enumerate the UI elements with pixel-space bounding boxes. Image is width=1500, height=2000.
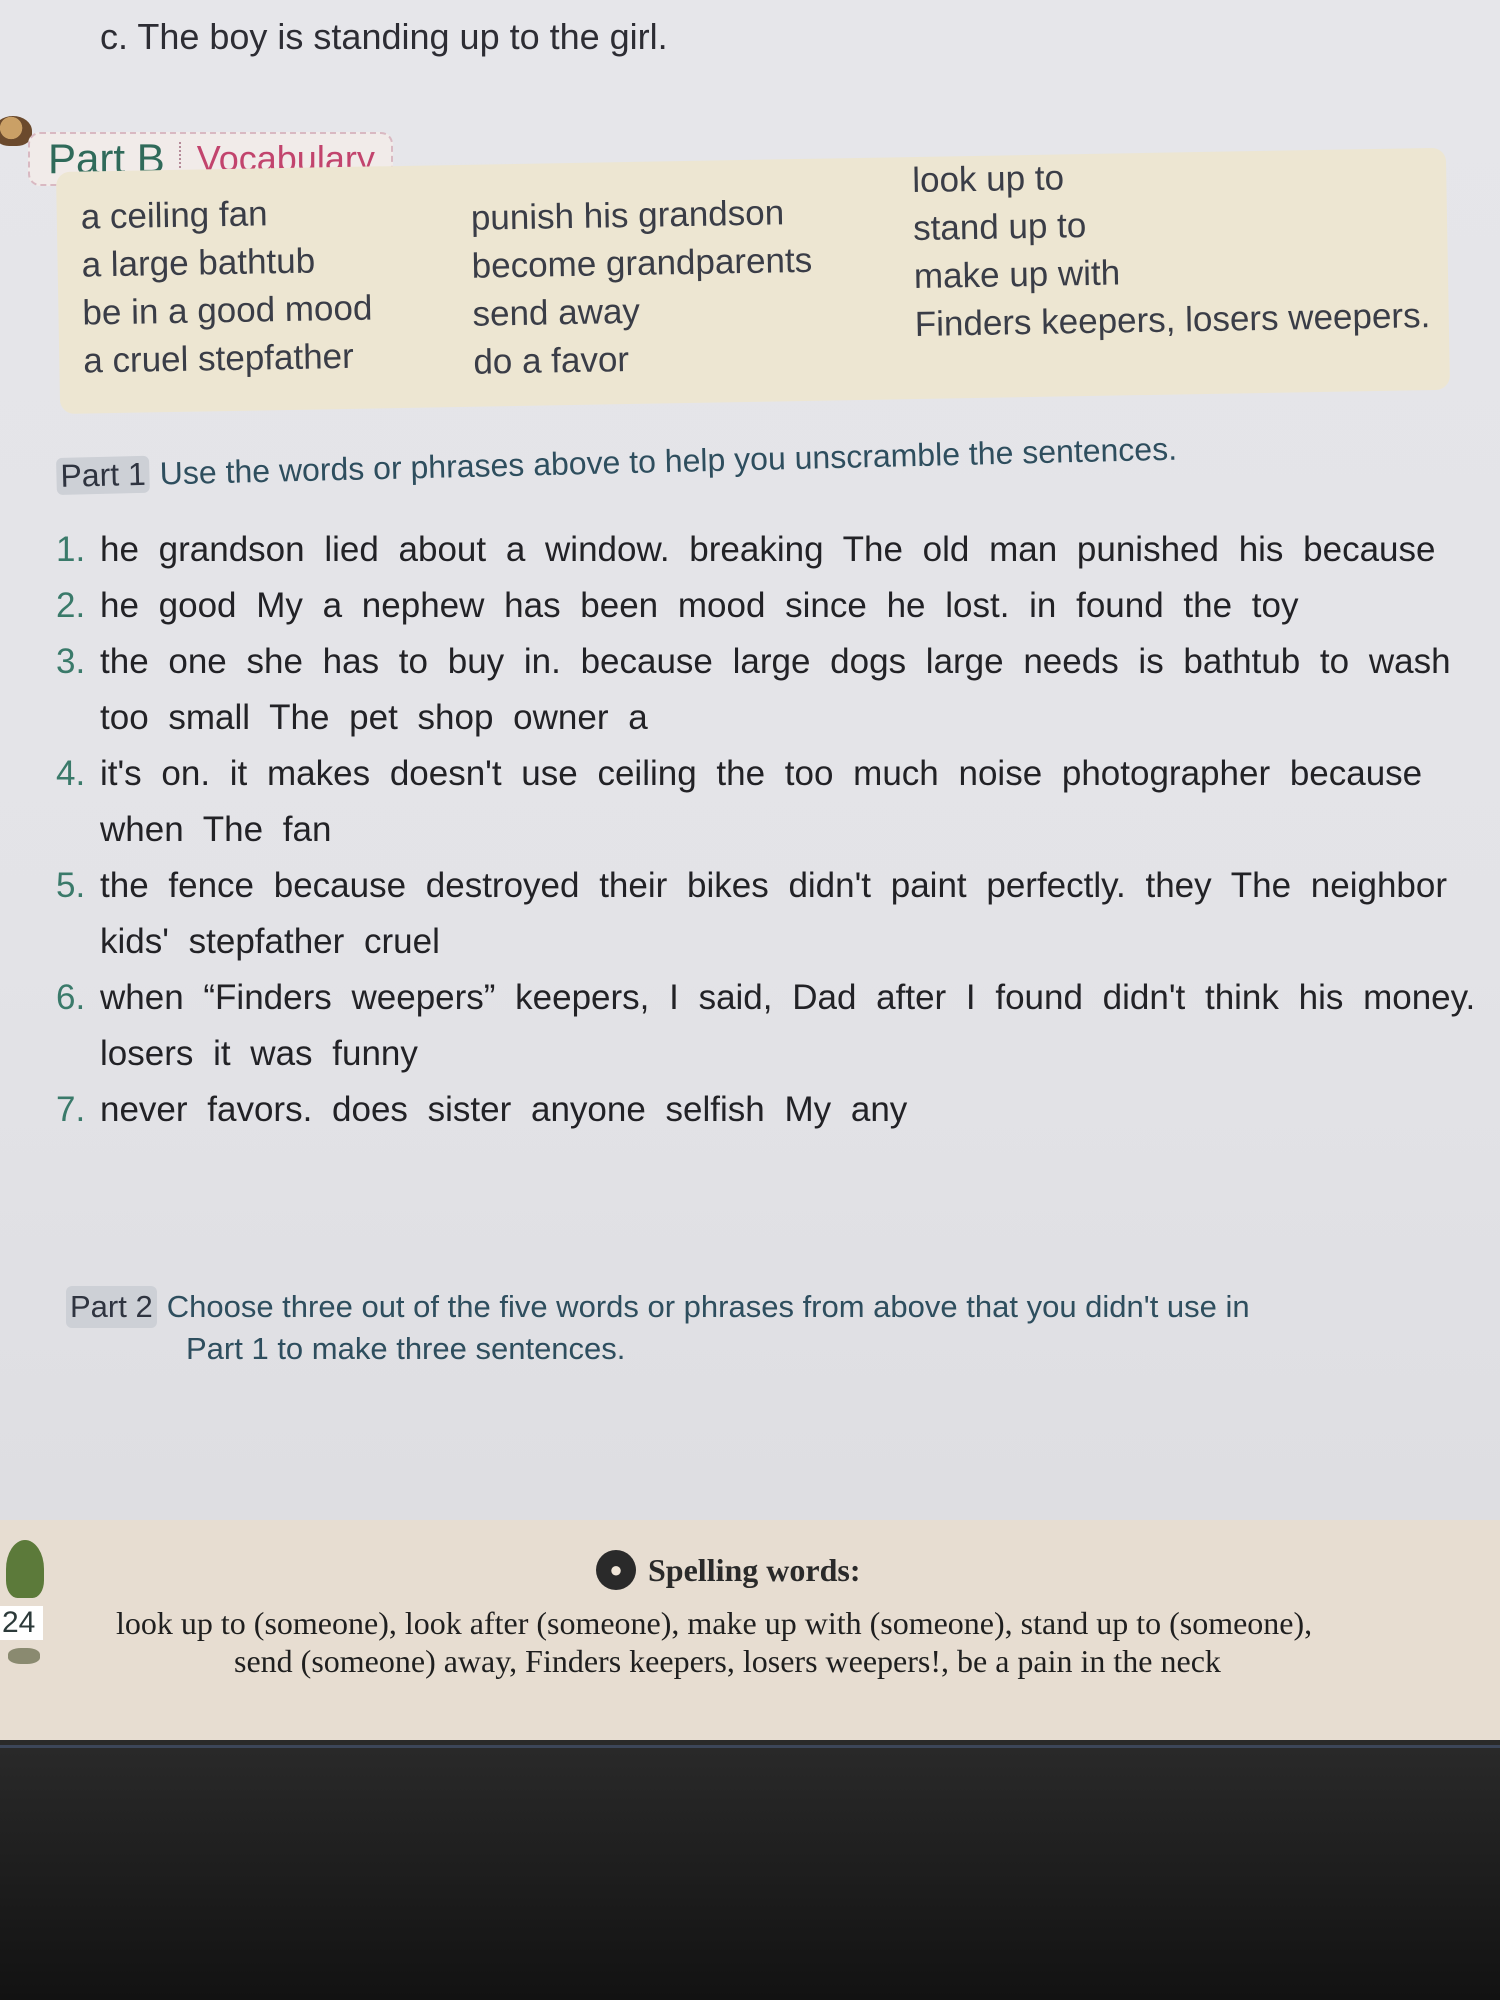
unscramble-list	[56, 522, 1476, 1138]
vocab-term: do a favor	[473, 340, 630, 382]
item-number: 5.	[56, 866, 86, 905]
scrambled-sentence: it's on. it makes doesn't use ceiling the too much noise photographer because when The fan	[100, 754, 1423, 849]
vocab-column-3	[912, 148, 1431, 349]
item-number: 1.	[56, 530, 86, 569]
list-item	[56, 578, 1476, 634]
desk-surface	[0, 1740, 1500, 2000]
vocab-term: look up to	[911, 158, 1065, 201]
mascot-foot-icon	[8, 1648, 40, 1664]
spelling-footer	[0, 1520, 1500, 1740]
list-item	[56, 1082, 1476, 1138]
scrambled-sentence: never favors. does sister anyone selfish My any	[100, 1090, 908, 1129]
desk-edge	[0, 1745, 1500, 1748]
list-item	[56, 858, 1476, 970]
part-2-heading	[66, 1286, 1486, 1370]
part-b-label: Part B	[48, 135, 165, 182]
spelling-title	[596, 1550, 860, 1590]
list-item	[56, 970, 1476, 1082]
scrambled-sentence: when “Finders weepers” keepers, I said, Dad after I found didn't think his money. losers it was funny	[100, 978, 1476, 1073]
spelling-words	[116, 1604, 1466, 1680]
vocab-term: send away	[472, 291, 641, 334]
scrambled-sentence: he good My a nephew has been mood since he lost. in found the toy	[100, 586, 1299, 625]
turtle-mascot-icon	[6, 1540, 44, 1598]
page-number: 24	[0, 1606, 43, 1640]
item-number: 7.	[56, 1090, 86, 1129]
vocab-term: a large bathtub	[81, 241, 316, 285]
item-number: 6.	[56, 978, 86, 1017]
vocab-column-2	[470, 189, 814, 387]
monkey-icon: ●	[596, 1550, 636, 1590]
vocab-term: Finders keepers, losers weepers.	[914, 296, 1431, 345]
part-2-instruction-line2: Part 1 to make three sentences.	[186, 1331, 626, 1366]
vocab-term: be in a good mood	[82, 288, 373, 333]
scrambled-sentence: he grandson lied about a window. breaking The old man punished his because	[100, 530, 1436, 569]
item-number: 3.	[56, 642, 86, 681]
vocabulary-box	[56, 148, 1450, 414]
spelling-line-1: look up to (someone), look after (someone), make up with (someone), stand up to (someone),	[116, 1605, 1313, 1641]
part-2-tag: Part 2	[66, 1286, 157, 1328]
vocab-term: punish his grandson	[470, 193, 785, 238]
item-number: 4.	[56, 754, 86, 793]
item-number: 2.	[56, 586, 86, 625]
spelling-title-text: Spelling words:	[648, 1551, 861, 1588]
vocab-term: become grandparents	[471, 240, 813, 286]
list-item	[56, 522, 1476, 578]
vocab-column-1	[80, 189, 373, 386]
vocab-term: a ceiling fan	[80, 194, 268, 237]
scrambled-sentence: the fence because destroyed their bikes didn't paint perfectly. they The neighbor kids' stepfather cruel	[100, 866, 1447, 961]
scrambled-sentence: the one she has to buy in. because large dogs large needs is bathtub to wash too small The pet shop owner a	[100, 642, 1451, 737]
vocab-term: stand up to	[912, 206, 1087, 249]
previous-answer-choice: c. The boy is standing up to the girl.	[100, 16, 668, 57]
part-1-heading	[56, 431, 1177, 495]
part-1-tag: Part 1	[56, 456, 150, 495]
list-item	[56, 634, 1476, 746]
vocabulary-title: Vocabulary	[196, 138, 375, 179]
vocab-term: make up with	[913, 253, 1121, 297]
part-2-instruction-line1: Choose three out of the five words or phrases from above that you didn't use in	[166, 1289, 1250, 1324]
spelling-line-2: send (someone) away, Finders keepers, losers weepers!, be a pain in the neck	[234, 1643, 1221, 1679]
vocab-term: a cruel stepfather	[82, 336, 355, 381]
part-1-instruction: Use the words or phrases above to help you unscramble the sentences.	[159, 430, 1178, 492]
list-item	[56, 746, 1476, 858]
